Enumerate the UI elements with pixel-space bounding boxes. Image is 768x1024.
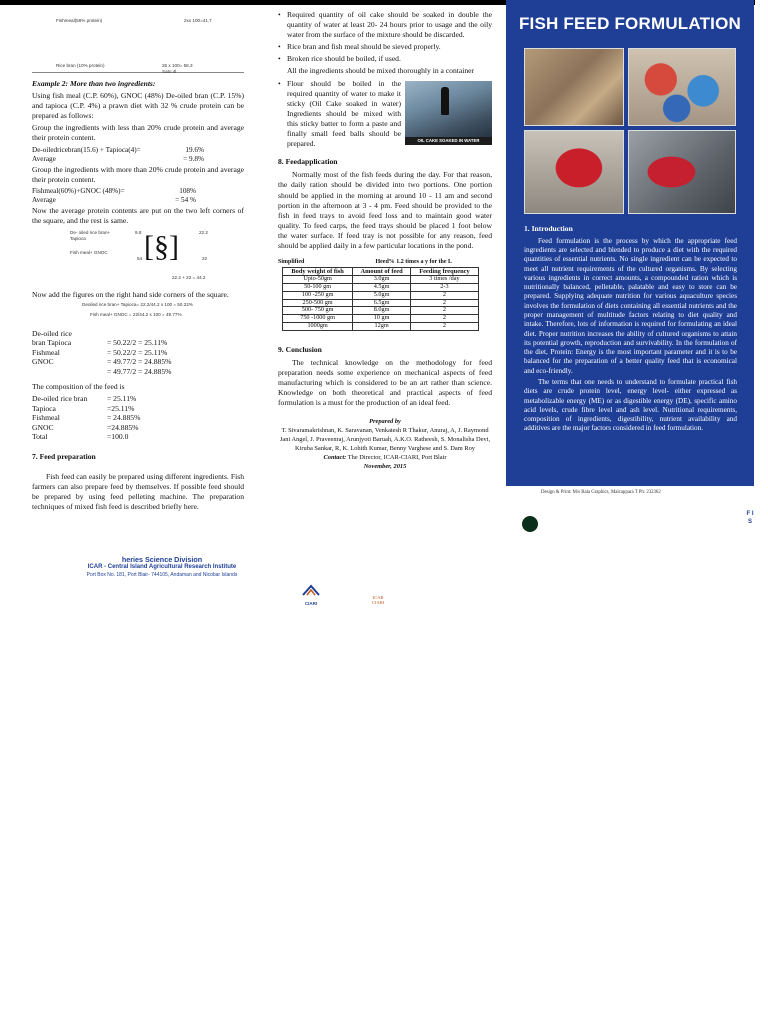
calc-2-label-4: Total bbox=[32, 432, 48, 442]
ciari-logo-mark-icon bbox=[300, 584, 322, 596]
column-middle bbox=[278, 10, 492, 472]
dark-circle-mark bbox=[522, 516, 538, 532]
ciari-logo-text: CIARI bbox=[304, 601, 318, 606]
table-row: 750 -1000 gm 10 gm 2 bbox=[283, 315, 479, 323]
credits-block bbox=[278, 418, 492, 472]
box-value-2: 26 x 100= 58.3 bbox=[162, 63, 193, 68]
calc-2-value-4: =100.0 bbox=[107, 432, 129, 442]
ciari-logo bbox=[300, 583, 322, 606]
section-7-text: Fish feed can easily be prepared using different ingredients. Fish farmers can also prepare feed by themselves. If possible feed should be prepared by using feed pelleting machine. The preparation techniques of mixed fish feed is described briefly here. bbox=[32, 471, 244, 511]
printer-credit: Design & Print: M/s Bala Graphics, Malcappara T Ph: 232362 bbox=[541, 490, 661, 495]
institute-address: Port Box No. 181, Port Blair- 744105, Andaman and Nicobar Islands bbox=[86, 571, 238, 578]
th-body-weight: Body weight of fish bbox=[283, 268, 353, 276]
cover-footer bbox=[506, 486, 754, 540]
calc-1-label-3: GNOC bbox=[32, 357, 54, 367]
square-mid-left-value: 54 bbox=[137, 256, 143, 262]
section-7-heading: 7. Feed preparation bbox=[32, 451, 96, 461]
table-caption: Simplified Heed% 1.2 times a y for the L bbox=[278, 259, 452, 266]
formula-3: Fishmeal(60%)+GNOC (48%)= 108% bbox=[32, 186, 196, 195]
section-9-text: The technical knowledge on the methodology for feed preparation needs some experience on mechanical aspects of feed manufacturing which is considered to be an art rather than science. Knowledge on both theoretical and practical aspects of feed formulation is a must for the production of an ideal feed. bbox=[278, 357, 492, 408]
calc-1-label-2: Fishmeal bbox=[32, 347, 60, 357]
square-symbol: [§] bbox=[144, 230, 179, 264]
fis-vertical-text: F I S bbox=[746, 511, 754, 526]
calc-2-label-2: Fishmeal bbox=[32, 413, 60, 423]
example-2-group-low: Group the ingredients with less than 20% crude protein and average their protein content. bbox=[32, 123, 244, 143]
box-label-2: Rice bran (10% protein) bbox=[56, 63, 105, 68]
photo-feed-tubs bbox=[628, 48, 736, 126]
section-8-heading: 8. Feedapplication bbox=[278, 157, 338, 167]
intro-paragraph-1: Feed formulation is the process by which the appropriate feed ingredients are selected and blended to produce a diet with the required quantities of essential nutrients. No single ingredient can be expected to meet all nutrient requirements of the cultured organisms. By selecting various ingredients in correct amounts, a compounded ration which is nutritionally balanced, pelletable, palatable and easy to store can be prepared. Supplying adequate nutrition for various aquaculture species involves the formulation of diets containing all essential nutrients and the proper management of multitude factors relating to diet quality and intake. Therefore, lots of information is required for formulating an ideal diet. Proper nutrition increases the ability of cultured organisms to attain its potential growth, reproduction and survivability. In the formulation of the diet, Protein: Energy is the most important parameter and it is to be balanced for the preparation of a better quality feed that is economical and eco-friendly. bbox=[524, 236, 737, 375]
bullet-broken-rice: • Broken rice should be boiled, if used. bbox=[278, 54, 492, 64]
intro-heading: 1. Introduction bbox=[524, 224, 573, 233]
calc-1-label-4 bbox=[32, 367, 107, 376]
table-row: 50-100 gm 4.5gm 2-3 bbox=[283, 283, 479, 291]
icar-logo: ICAR CIARI bbox=[372, 595, 385, 605]
table-row: 250-500 gm 6.5gm 2 bbox=[283, 299, 479, 307]
institute-name: ICAR - Central Island Agricultural Research Institute bbox=[87, 564, 237, 570]
calc-1-value-2: = 50.22/2 = 25.11% bbox=[107, 347, 168, 357]
mix-note: All the ingredients should be mixed thoroughly in a container bbox=[287, 66, 475, 76]
th-amount: Amount of feed bbox=[353, 268, 411, 276]
calc-1-value-1: = 50.22/2 = 25.11% bbox=[107, 338, 168, 348]
section-8-text: Normally most of the fish feeds during the day. For that reason, the daily ration should be divided into two portions. One portion should be applied in the morning at around 10 - 11 am and second portion in the afternoon at 3 - 4 pm. Feed should be provided to the fish in feed trays to avoid feed loss and to maintain good water quality. To feed carps, the feed trays should be placed 1 foot below the water surface. If feed tray is not possible for any reason, feed should be applied daily in a few particular locations in the pond. bbox=[278, 170, 492, 250]
introduction-block bbox=[524, 224, 737, 436]
box-label-1: Fishmeal(56% protein) bbox=[56, 18, 103, 23]
formula-2: Average = 9.8% bbox=[32, 155, 204, 164]
calc-2-label-3: GNOC bbox=[32, 422, 54, 432]
calc-2-value-2: = 24.885% bbox=[107, 413, 141, 423]
th-frequency: Feeding frequency bbox=[410, 268, 478, 276]
square-top-left-value: 9.8 bbox=[135, 230, 142, 236]
calc-1-value-0 bbox=[107, 329, 244, 338]
example-2-heading: Example 2: More than two ingredients: bbox=[32, 79, 156, 88]
square-top-right-value: 22.2 bbox=[199, 230, 208, 236]
calc-1-label-1: bran Tapioca bbox=[32, 338, 72, 348]
division-name: heries Science Division bbox=[121, 555, 203, 564]
contact-line: Contact: The Director, ICAR-CIARI, Port Blair bbox=[323, 454, 447, 462]
photo-feed-pellets bbox=[524, 48, 624, 126]
bullet-oil-cake: • Required quantity of oil cake should be soaked in double the quantity of water at least 20- 24 hours prior to usage and the oily water from the surface of the mixture should be discarded. bbox=[278, 10, 492, 40]
composition-title: The composition of the feed is bbox=[32, 381, 125, 391]
example-2-square-note: Now the average protein contents are put on the two left corners of the square, and the rest is same. bbox=[32, 206, 244, 226]
mini-formula-1: Deoiled rice bran+ Tapioca= 22.2/44.2 x 100 = 50.22% bbox=[82, 302, 193, 308]
calc-1-label-0: De-oiled rice bbox=[32, 328, 72, 338]
calculation-list-2 bbox=[32, 394, 244, 441]
authors-list: T. Sivaramakrishnan, K. Saravanan, Venkatesh R Thakur, Anuraj, A, J. Raymond Jani Angel, J. Praveenraj, Arunjyoti Baruah, A.K.O. Ratheesh, S. Monalisha Devi, Kiruba Sankar, R, K. Lohith Kumar, Benny Varghese and S. Dam Roy bbox=[279, 427, 491, 453]
photo-pellet-machine bbox=[524, 130, 624, 214]
calculation-list-1 bbox=[32, 329, 244, 376]
box-value-3: Sato 4l bbox=[162, 69, 177, 74]
cover-title: FISH FEED FORMULATION bbox=[518, 14, 742, 33]
calc-1-value-3: = 49.77/2 = 24.885% bbox=[107, 357, 172, 367]
table-row: 1000gm 12gm 2 bbox=[283, 322, 479, 330]
calc-2-label-1: Tapioca bbox=[32, 403, 56, 413]
example-2-group-high: Group the ingredients with more than 20% crude protein and average their protein content. bbox=[32, 164, 244, 184]
table-row: Upto-50gm 3.0gm 3 times /day bbox=[283, 276, 479, 284]
bullet-sieve: • Rice bran and fish meal should be sieved properly. bbox=[278, 42, 492, 52]
table-row: 100 -250 gm 5.0gm 2 bbox=[283, 291, 479, 299]
example-2-intro: Using fish meal (C.P. 60%), GNOC (48%) De-oiled bran (C.P. 15%) and tapioca (C.P. 4%) a prawn diet with 32 % crude protein can be prepared as follows: bbox=[32, 91, 244, 121]
prepared-by-label: Prepared by bbox=[369, 418, 401, 426]
calc-2-value-3: =24.885% bbox=[107, 422, 139, 432]
feeding-table bbox=[282, 267, 479, 331]
pearson-square-example-2 bbox=[32, 230, 244, 282]
publication-date: November, 2015 bbox=[363, 463, 407, 471]
column-left bbox=[32, 10, 244, 514]
formula-4: Average = 54 % bbox=[32, 196, 196, 205]
calc-2-value-0: = 25.11% bbox=[107, 394, 137, 404]
table-row: 500- 750 gm 8.0gm 2 bbox=[283, 307, 479, 315]
square-mid-right-value: 22 bbox=[202, 256, 208, 262]
division-block bbox=[62, 555, 262, 578]
bullet-flour: • Flour should be boiled in the required quantity of water to make it sticky (Oil Cake soaked in water) Ingredients should be mixed with this sticky batter to form a paste and finally small feed balls should be prepared. bbox=[278, 79, 492, 150]
box-value-1: 2xx 100=41.7 bbox=[184, 18, 212, 23]
square-bottom-sum: 22.2 + 22 = 44.2 bbox=[172, 275, 206, 281]
square-top-left-label: De- oiled rice bran+ Tapioca bbox=[70, 230, 111, 242]
intro-paragraph-2: The terms that one needs to understand to formulate practical fish diets are crude protein level, energy level- either expressed as metabolizable energy (ME) or as digestible energy (DE), specific amino acid levels, crude fibre level and ash level. Nutritional requirements, composition of ingredients, digestibility, nutrient availability and additives are the major factors considered in feed formulation. bbox=[524, 378, 737, 433]
cover-panel bbox=[506, 0, 754, 540]
photo-caption: OIL CAKE SOAKED IN WATER bbox=[405, 137, 492, 145]
section-9-heading: 9. Conclusion bbox=[278, 344, 322, 354]
mini-formula-2: Fish meal+ GNOC = 22/44.2 x 100 = 49.77% bbox=[90, 312, 182, 318]
pearson-square-example-1 bbox=[32, 10, 244, 73]
square-mid-left-label: Fish meal+ GNOC bbox=[70, 250, 108, 256]
calc-2-value-1: =25.11% bbox=[107, 403, 135, 413]
photo-mixing-machine bbox=[628, 130, 736, 214]
add-figures-note: Now add the figures on the right hand side corners of the square. bbox=[32, 290, 229, 300]
calc-2-label-0: De-oiled rice bran bbox=[32, 394, 88, 404]
calc-1-value-4: = 49.77/2 = 24.885% bbox=[107, 366, 172, 376]
formula-1: De-oiledricebran(15.6) + Tapioca(4)= 19.6% bbox=[32, 145, 204, 154]
